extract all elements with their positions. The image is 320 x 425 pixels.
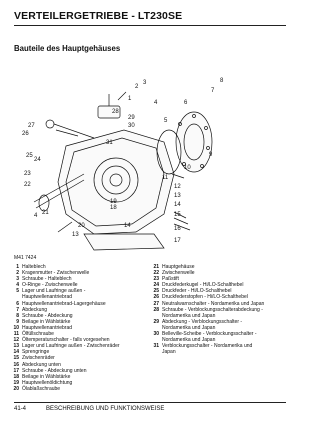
legend-item: 10 Hauptwellenantriebrad xyxy=(13,324,73,331)
header-rule xyxy=(14,25,286,26)
callout-2: 2 xyxy=(135,84,139,90)
legend-item: 17 Schraube - Abdeckung unten xyxy=(13,367,87,374)
legend-item: 11 Ölfüllschraube xyxy=(13,331,54,338)
legend-item: 22 Zwischenwelle xyxy=(153,270,195,277)
legend-item: Japan xyxy=(162,349,176,356)
legend-item: 25 Druckfeder - Hi/LO-Schalthebel xyxy=(153,288,232,295)
bottom-cover xyxy=(84,234,164,250)
legend-item: 31 Verblockungsschalter - Nordamerika und xyxy=(153,343,253,350)
callout-27: 27 xyxy=(28,123,35,129)
callout-16: 16 xyxy=(174,226,181,232)
legend-item: Nordamerika und Japan xyxy=(162,324,216,331)
housing-cover xyxy=(176,112,212,172)
legend-item: 21 Hauptgehäuse xyxy=(153,264,195,270)
legend-item: 20 Ölablaßschraube xyxy=(13,385,61,392)
legend-item: 19 Hauptwellenöldichtung xyxy=(13,379,73,386)
legend-item: 12 Öltemperaturschalter - falls vorgesehen xyxy=(13,337,110,344)
legend-item: 6 Hauptwellenantriebrad-Lagergehäuse xyxy=(16,300,106,307)
callout-20: 20 xyxy=(78,223,85,229)
callout-18: 18 xyxy=(110,205,117,211)
callout-1: 1 xyxy=(128,96,132,102)
legend-item: Hauptwellenantriebrad xyxy=(22,294,73,301)
callout-9: 9 xyxy=(209,152,213,158)
legend-item: 9 Beilage in Wählstärke xyxy=(16,318,71,325)
legend-item: 5 Lager und Laufringe außen - xyxy=(16,288,86,295)
callout-25: 25 xyxy=(26,153,33,159)
callout-4: 4 xyxy=(154,100,158,106)
callout-12: 12 xyxy=(174,184,181,190)
legend-item: 29 Abdeckung - Verblockungsschalter - xyxy=(153,318,243,325)
page-number: 41-4 xyxy=(14,406,27,412)
callout-10: 10 xyxy=(184,165,191,171)
legend-item: 30 Belleville-Scheibe - Verblockungsschalter - xyxy=(153,331,257,338)
callout-26: 26 xyxy=(22,131,29,137)
legend-item: 24 Druckfederkugel - Hi/LO-Schalthebel xyxy=(153,282,244,289)
callout-7: 7 xyxy=(211,88,215,94)
callout-3: 3 xyxy=(143,80,147,86)
callout-13: 13 xyxy=(174,193,181,199)
callout-14: 14 xyxy=(174,202,181,208)
callout-23: 23 xyxy=(24,171,31,177)
legend-item: 8 Schraube - Abdeckung xyxy=(16,312,73,319)
legend-item: 13 Lager und Laufringe außen - Zwischenräder xyxy=(13,343,120,350)
callout-14b: 14 xyxy=(124,223,131,229)
callout-24: 24 xyxy=(34,157,41,163)
footer-rule xyxy=(14,402,286,403)
callout-19: 19 xyxy=(110,199,117,205)
section-title: Bauteile des Hauptgehäuses xyxy=(14,44,121,53)
footer-text: BESCHREIBUNG UND FUNKTIONSWEISE xyxy=(46,406,165,412)
callout-28: 28 xyxy=(112,109,119,115)
legend-item: 7 Abdeckung xyxy=(16,306,48,313)
callout-13b: 13 xyxy=(72,232,79,238)
legend-item: 18 Beilage in Wählstärke xyxy=(13,373,71,380)
legend-item: 27 Neutralwarnschalter - Nordamerika und Japan xyxy=(153,300,265,307)
callout-21: 21 xyxy=(42,210,49,216)
callout-31: 31 xyxy=(106,140,113,146)
callout-8: 8 xyxy=(220,78,224,84)
legend-item: 15 Zwischenräder xyxy=(13,355,55,362)
legend-item: Nordamerika und Japan xyxy=(162,337,216,344)
page-footer xyxy=(14,406,164,412)
callout-15: 15 xyxy=(174,212,181,218)
legend-item: Nordamerika und Japan xyxy=(162,312,216,319)
legend-left-column xyxy=(10,264,150,392)
legend-item: 28 Schraube - Verblockungsschalterabdeckung - xyxy=(153,306,263,313)
callout-29: 29 xyxy=(128,115,135,121)
exploded-view-illustration xyxy=(14,64,228,261)
legend-right-column xyxy=(150,264,290,355)
legend-item: 16 Abdeckung unten xyxy=(13,361,61,368)
legend-item: 14 Sprengringe xyxy=(13,349,50,356)
callout-22: 22 xyxy=(24,182,31,188)
legend-item: 3 Schraube - Halteblech xyxy=(16,276,72,283)
page-header-title: VERTEILERGETRIEBE - LT230SE xyxy=(14,10,183,22)
main-housing xyxy=(58,130,174,234)
legend-item: 23 Paßstift xyxy=(153,276,179,283)
legend-item: 26 Druckfederstopfen - Hi/LO-Schalthebel xyxy=(153,294,248,301)
callout-4b: 4 xyxy=(34,213,38,219)
figure-code: M41 7424 xyxy=(14,255,37,261)
legend-item: 1 Halteblech xyxy=(16,264,46,270)
callout-6: 6 xyxy=(184,100,188,106)
callout-5: 5 xyxy=(164,118,168,124)
callout-30: 30 xyxy=(128,123,135,129)
legend-item: 4 O-Ringe - Zwischenwelle xyxy=(16,282,78,289)
callout-11: 11 xyxy=(162,175,169,181)
legend-item: 2 Kragenmutter - Zwischenwelle xyxy=(16,270,90,277)
callout-17: 17 xyxy=(174,238,181,244)
